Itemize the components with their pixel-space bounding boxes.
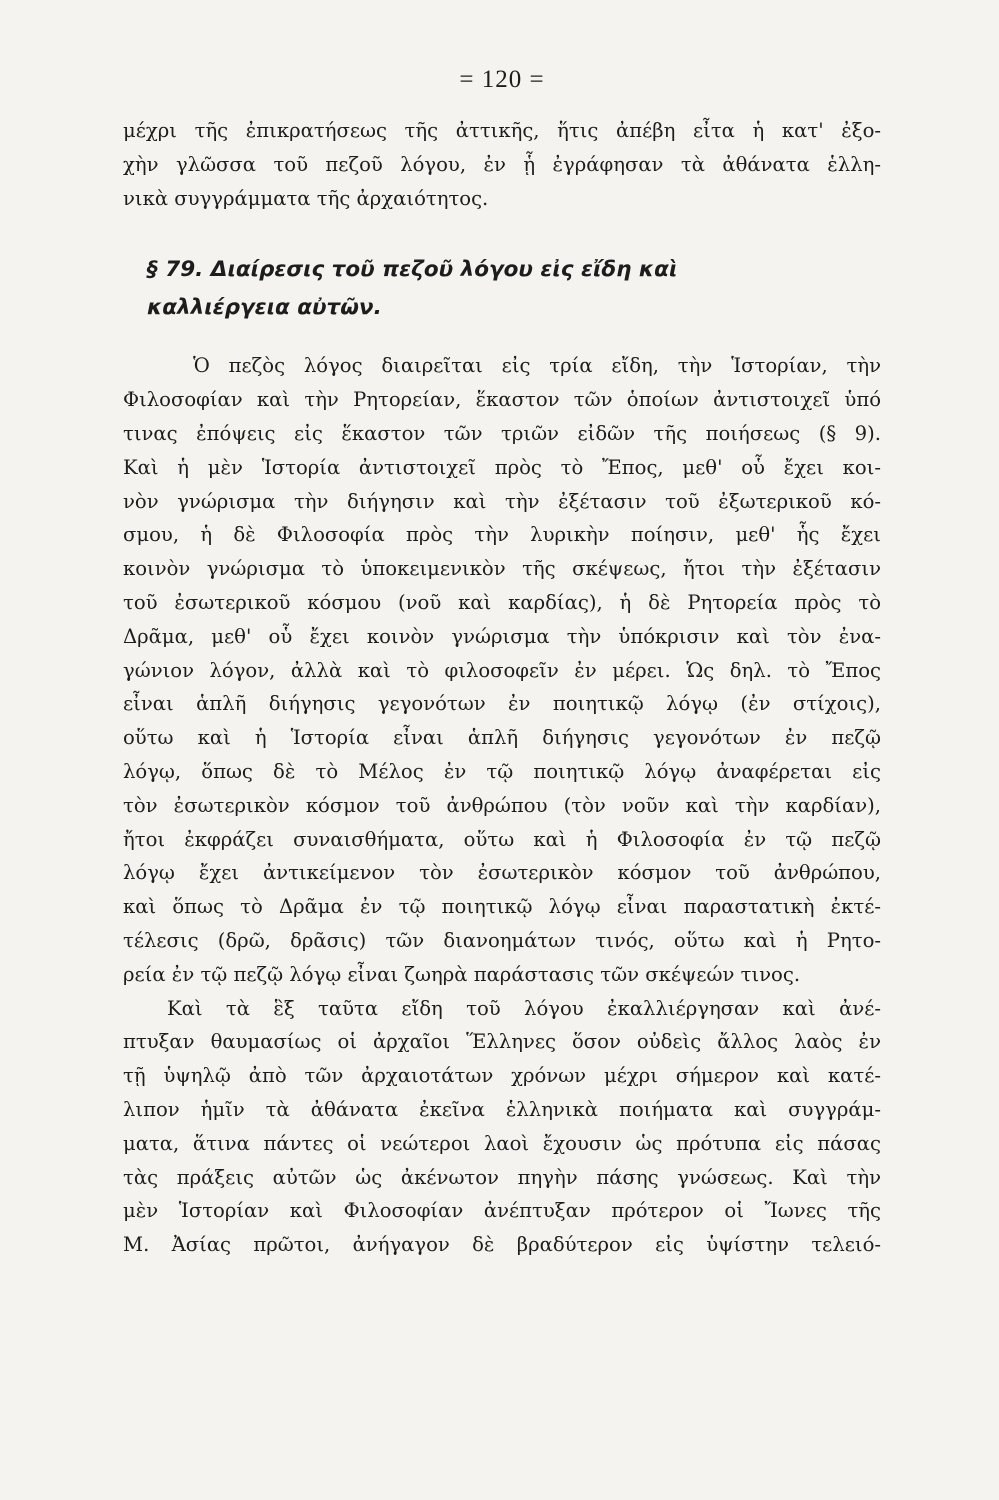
- text-line: εἶναι ἁπλῆ διήγησις γεγονότων ἐν ποιητικῷ λόγῳ (ἐν στίχοις),: [123, 692, 881, 716]
- text-line: μέχρι τῆς ἐπικρατήσεως τῆς ἀττικῆς, ἥτις ἀπέβη εἶτα ἡ κατ' ἐξο-: [123, 119, 881, 142]
- text-line: μὲν Ἱστορίαν καὶ Φιλοσοφίαν ἀνέπτυξαν πρότερον οἱ Ἴωνες τῆς: [123, 1199, 881, 1223]
- text-line: τῇ ὑψηλῷ ἀπὸ τῶν ἀρχαιοτάτων χρόνων μέχρι σήμερον καὶ κατέ-: [123, 1064, 881, 1088]
- text-line: καὶ ὅπως τὸ Δρᾶμα ἐν τῷ ποιητικῷ λόγῳ εἶναι παραστατικὴ ἐκτέ-: [123, 895, 881, 919]
- text-line: Καὶ ἡ μὲν Ἱστορία ἀντιστοιχεῖ πρὸς τὸ Ἔπος, μεθ' οὗ ἔχει κοι-: [123, 455, 881, 479]
- text-line: τὰς πράξεις αὐτῶν ὡς ἀκένωτον πηγὴν πάσης γνώσεως. Καὶ τὴν: [123, 1165, 881, 1189]
- intro-paragraph: [123, 114, 881, 215]
- text-line: τὸν ἐσωτερικὸν κόσμον τοῦ ἀνθρώπου (τὸν νοῦν καὶ τὴν καρδίαν),: [123, 793, 881, 817]
- text-line: τέλεσις (δρῶ, δρᾶσις) τῶν διανοημάτων τινός, οὕτω καὶ ἡ Ρητο-: [123, 928, 881, 952]
- text-line: χὴν γλῶσσα τοῦ πεζοῦ λόγου, ἐν ᾗ ἐγράφησαν τὰ ἀθάνατα ἑλλη-: [123, 152, 881, 176]
- paragraph-ancient-greeks: [123, 992, 881, 1262]
- text-line: σμου, ἡ δὲ Φιλοσοφία πρὸς τὴν λυρικὴν ποίησιν, μεθ' ἧς ἔχει: [123, 523, 881, 547]
- text-line: Μ. Ἀσίας πρῶτοι, ἀνήγαγον δὲ βραδύτερον εἰς ὑψίστην τελειό-: [123, 1233, 881, 1257]
- text-line: γώνιον λόγον, ἀλλὰ καὶ τὸ φιλοσοφεῖν ἐν μέρει. Ὡς δηλ. τὸ Ἔπος: [123, 658, 881, 682]
- text-line: πτυξαν θαυμασίως οἱ ἀρχαῖοι Ἕλληνες ὅσον οὐδεὶς ἄλλος λαὸς ἐν: [123, 1030, 881, 1054]
- text-line: ἤτοι ἐκφράζει συναισθήματα, οὕτω καὶ ἡ Φιλοσοφία ἐν τῷ πεζῷ: [123, 827, 881, 851]
- text-line: λόγῳ ἔχει ἀντικείμενον τὸν ἐσωτερικὸν κόσμον τοῦ ἀνθρώπου,: [123, 861, 881, 885]
- text-line: νικὰ συγγράμματα τῆς ἀρχαιότητος.: [123, 186, 489, 210]
- text-line: Καὶ τὰ ἓξ ταῦτα εἴδη τοῦ λόγου ἐκαλλιέργησαν καὶ ἀνέ-: [167, 996, 881, 1020]
- text-line: τοῦ ἐσωτερικοῦ κόσμου (νοῦ καὶ καρδίας), ἡ δὲ Ρητορεία πρὸς τὸ: [123, 590, 881, 614]
- text-line: νὸν γνώρισμα τὴν διήγησιν καὶ τὴν ἐξέτασιν τοῦ ἐξωτερικοῦ κό-: [123, 489, 881, 513]
- text-line: τινας ἐπόψεις εἰς ἕκαστον τῶν τριῶν εἰδῶν τῆς ποιήσεως (§ 9).: [123, 421, 881, 445]
- page-number: = 120 =: [459, 66, 545, 93]
- text-line: Φιλοσοφίαν καὶ τὴν Ρητορείαν, ἕκαστον τῶν ὁποίων ἀντιστοιχεῖ ὑπό: [123, 388, 881, 412]
- text-line: λιπον ἡμῖν τὰ ἀθάνατα ἐκεῖνα ἑλληνικὰ ποιήματα καὶ συγγράμ-: [123, 1097, 881, 1121]
- paragraph-kinds-of-prose: [123, 349, 881, 991]
- text-line: λόγῳ, ὅπως δὲ τὸ Μέλος ἐν τῷ ποιητικῷ λόγῳ ἀναφέρεται εἰς: [123, 759, 881, 783]
- text-line: ρεία ἐν τῷ πεζῷ λόγῳ εἶναι ζωηρὰ παράστασις τῶν σκέψεών τινος.: [123, 962, 801, 986]
- text-line: οὕτω καὶ ἡ Ἱστορία εἶναι ἁπλῆ διήγησις γεγονότων ἐν πεζῷ: [123, 726, 881, 750]
- text-line: ματα, ἅτινα πάντες οἱ νεώτεροι λαοὶ ἔχουσιν ὡς πρότυπα εἰς πάσας: [123, 1131, 881, 1155]
- text-line: κοινὸν γνώρισμα τὸ ὑποκειμενικὸν τῆς σκέψεως, ἤτοι τὴν ἐξέτασιν: [123, 557, 881, 581]
- heading-line: § 79. Διαίρεσις τοῦ πεζοῦ λόγου εἰς εἴδη καὶ: [147, 257, 678, 283]
- heading-line: καλλιέργεια αὐτῶν.: [147, 295, 382, 321]
- text-line: Ὁ πεζὸς λόγος διαιρεῖται εἰς τρία εἴδη, τὴν Ἱστορίαν, τὴν: [193, 354, 881, 378]
- text-line: Δρᾶμα, μεθ' οὗ ἔχει κοινὸν γνώρισμα τὴν ὑπόκρισιν καὶ τὸν ἐνα-: [123, 624, 881, 648]
- section-heading: [147, 251, 881, 327]
